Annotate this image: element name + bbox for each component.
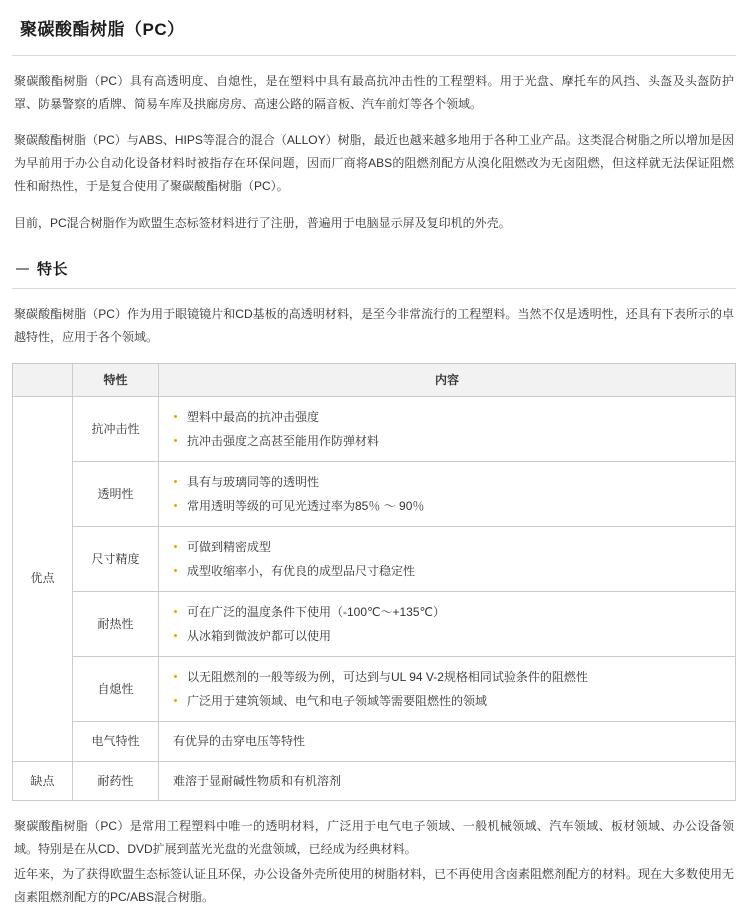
features-table — [12, 363, 736, 802]
table-row — [13, 526, 736, 591]
content-chemical-resistance: 难溶于显耐碱性物质和有机溶剂 — [159, 761, 736, 801]
table-body — [13, 396, 736, 801]
bullet-list — [173, 470, 725, 518]
title-divider — [12, 55, 736, 56]
content-self-extinguishing — [159, 656, 736, 721]
property-electrical: 电气特性 — [73, 721, 159, 761]
group-label-disadvantages: 缺点 — [13, 761, 73, 801]
property-dimensional-accuracy: 尺寸精度 — [73, 526, 159, 591]
list-item: 塑料中最高的抗冲击强度 — [173, 405, 725, 429]
list-item: 可做到精密成型 — [173, 535, 725, 559]
footer-paragraph-2: 近年来，为了获得欧盟生态标签认证且环保，办公设备外壳所使用的树脂材料，已不再使用含卤素阻燃剂配方的材料。现在大多数使用无卤素阻燃剂配方的PC/ABS混合树脂。 — [14, 866, 735, 904]
bullet-list — [173, 535, 725, 583]
features-table-wrap — [12, 363, 736, 802]
list-item: 成型收缩率小，有优良的成型品尺寸稳定性 — [173, 559, 725, 583]
list-item: 广泛用于建筑领域、电气和电子领域等需要阻燃性的领域 — [173, 689, 725, 713]
table-row — [13, 656, 736, 721]
table-header-group — [13, 363, 73, 396]
intro-paragraph-3: 目前，PC混合树脂作为欧盟生态标签材料进行了注册，普遍用于电脑显示屏及复印机的外壳。 — [14, 215, 511, 230]
list-item: 常用透明等级的可见光透过率为85％ ～ 90％ — [173, 494, 725, 518]
table-row — [13, 396, 736, 461]
section-dash-icon — [16, 268, 29, 270]
content-heat-resistance — [159, 591, 736, 656]
table-row — [13, 721, 736, 761]
content-dimensional-accuracy — [159, 526, 736, 591]
footer-paragraph-1: 聚碳酸酯树脂（PC）是常用工程塑料中唯一的透明材料，广泛用于电气电子领域、一般机械领域、汽车领域、板材领域、办公设备领域。特别是在从CD、DVD扩展到蓝光光盘的光盘领域，已经成为经典材料。 — [14, 819, 734, 857]
section-title: 特长 — [37, 260, 69, 278]
document-page — [0, 16, 748, 909]
page-title: 聚碳酸酯树脂（PC） — [20, 20, 185, 39]
property-chemical-resistance: 耐药性 — [73, 761, 159, 801]
list-item: 从冰箱到微波炉都可以使用 — [173, 624, 725, 648]
intro-paragraph-1: 聚碳酸酯树脂（PC）具有高透明度、自熄性，是在塑料中具有最高抗冲击性的工程塑料。用于光盘、摩托车的风挡、头盔及头盔防护罩、防暴警察的盾牌、简易车库及拱廊房房、高速公路的隔音板、汽车前灯等各个领域。 — [14, 73, 734, 111]
bullet-list — [173, 665, 725, 713]
intro-paragraph-2: 聚碳酸酯树脂（PC）与ABS、HIPS等混合的混合（ALLOY）树脂，最近也越来越多地用于各种工业产品。这类混合树脂之所以增加是因为早前用于办公自动化设备材料时被指存在环保问题，因而厂商将ABS的阻燃剂配方从溴化阻燃改为无卤阻燃，但这样就无法保证阻燃性和耐热性，于是复合使用了聚碳酸酯树脂（PC）。 — [14, 133, 734, 194]
table-row — [13, 591, 736, 656]
bullet-list — [173, 600, 725, 648]
property-transparency: 透明性 — [73, 461, 159, 526]
property-heat-resistance: 耐热性 — [73, 591, 159, 656]
table-header-property: 特性 — [73, 363, 159, 396]
section-lead-paragraph: 聚碳酸酯树脂（PC）作为用于眼镜镜片和CD基板的高透明材料，是至今非常流行的工程塑料。当然不仅是透明性，还具有下表所示的卓越特性，应用于各个领域。 — [14, 307, 734, 344]
content-electrical: 有优异的击穿电压等特性 — [159, 721, 736, 761]
table-header-row — [13, 363, 736, 396]
content-transparency — [159, 461, 736, 526]
list-item: 抗冲击强度之高甚至能用作防弹材料 — [173, 429, 725, 453]
property-self-extinguishing: 自熄性 — [73, 656, 159, 721]
table-header-content: 内容 — [159, 363, 736, 396]
group-label-advantages: 优点 — [13, 396, 73, 761]
table-row — [13, 461, 736, 526]
list-item: 具有与玻璃同等的透明性 — [173, 470, 725, 494]
list-item: 以无阻燃剂的一般等级为例，可达到与UL 94 V-2规格相同试验条件的阻燃性 — [173, 665, 725, 689]
table-row — [13, 761, 736, 801]
footer-paragraphs — [8, 815, 740, 908]
list-item: 可在广泛的温度条件下使用（-100℃～+135℃） — [173, 600, 725, 624]
section-header-features — [12, 257, 736, 290]
property-impact-resistance: 抗冲击性 — [73, 396, 159, 461]
bullet-list — [173, 405, 725, 453]
content-impact-resistance — [159, 396, 736, 461]
table-head — [13, 363, 736, 396]
